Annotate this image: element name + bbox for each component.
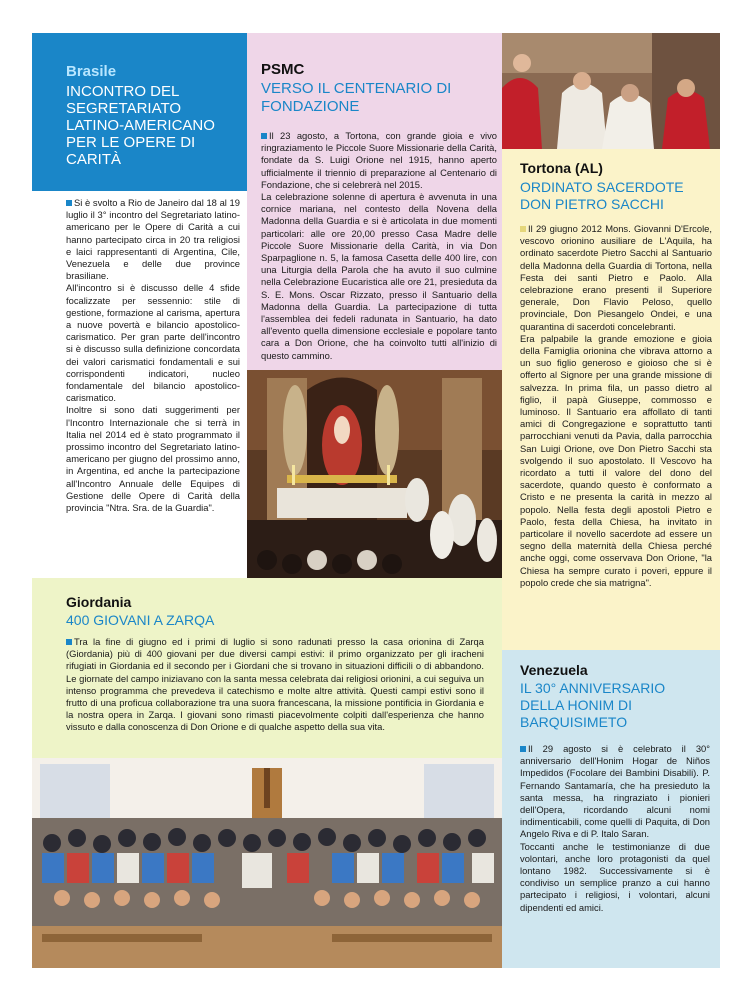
bullet-square-icon — [520, 746, 526, 752]
paragraph: Il 29 agosto si è celebrato il 30° anniversario dell'Honim Hogar de Niños Impedidos (Focolare dei Bambini Disabili). P. Fernando Santamaría, che ha presieduto la santa messa, ha ringraziato i pionieri dell'Opera, ricordando alcuni nomi indimenticabili, come quelli di Paquita, di Don Angelo Riva e di P. Italo Saran. — [520, 743, 710, 840]
paragraph: Tra la fine di giugno ed i primi di luglio si sono radunati presso la casa orionina di Zarqa (Giordania) più di 400 giovani per due diversi campi estivi: il primo organizzato per gli iracheni rifugiati in Giordania ed il secondo per i Giordani che si trovano in situazioni difficili o di abbandono. Le giornate del campo iniziavano con la santa messa celebrata dai religiosi orionini, a cui seguiva un intenso programma che prevedeva il catechismo e molte altre attività. Questi campi estivi sono il frutto di una proficua collaborazione tra una suora francescana, la missione pontificia in Giordania e la nostra opera in Zarqa. I giovani sono rimasti piacevolmente colpiti dall'esperienza che hanno vissuto e dalla conoscenza di Don Orione e di qualche aspetto della sua vita. — [66, 636, 484, 733]
article-body — [66, 197, 240, 514]
article-body — [66, 636, 484, 734]
article-venezuela — [502, 650, 720, 968]
bullet-square-icon — [261, 133, 267, 139]
paragraph: Toccanti anche le testimonianze di due volontari, anche loro protagonisti da quel lontano 1982. Successivamente si è condiviso un semplice pranzo a cui hanno partecipato i religiosi, i volontari, alcuni dipendenti ed amici. — [520, 840, 710, 913]
article-title: VERSO IL CENTENARIO DI FONDAZIONE — [261, 80, 452, 115]
article-kicker: Brasile — [66, 63, 117, 80]
bullet-square-icon — [66, 639, 72, 645]
paragraph: Il 29 giugno 2012 Mons. Giovanni D'Ercole, vescovo orionino ausiliare de L'Aquila, ha ordinato sacerdote Pietro Sacchi al Santuario della Madonna della Guardia di Tortona, nella Festa dei santi Pietro e Paolo. Alla celebrazione erano presenti il Superiore generale, Don Flavio Peloso, quello provinciale, Don Piesangelo Ondei, e una quarantina di sacerdoti concelebranti. — [520, 223, 712, 332]
article-title: IL 30° ANNIVERSARIO DELLA HONIM DI BARQUISIMETO — [520, 680, 666, 730]
article-body — [261, 130, 497, 362]
article-kicker: Giordania — [66, 594, 132, 610]
ordination-photo — [502, 33, 720, 149]
article-title: 400 GIOVANI A ZARQA — [66, 612, 215, 628]
bullet-square-icon — [66, 200, 72, 206]
article-tortona — [502, 33, 720, 650]
paragraph: Il 23 agosto, a Tortona, con grande gioia e vivo ringraziamento le Piccole Suore Missionarie della Carità, fondate da S. Luigi Orione nel 1915, hanno aperto ufficialmente il triennio di preparazione al Centenario di Fondazione, che si celebrerà nel 2015. — [261, 130, 497, 190]
paragraph: La celebrazione solenne di apertura è avvenuta in una cornice mariana, nel contesto della Novena della Madonna della Guardia e si è articolata in due momenti particolari: alle ore 20,00 presso Casa Madre delle Piccole Suore Missionarie della Carità, in via Don Sparpaglione n. 5, la famosa Casetta delle 400 lire, con una Liturgia della Parola che ha avuto il suo culmine nella Celebrazione Eucaristica alle ore 21, presieduta da S. E. Mons. Oscar Rizzato, presso il Santuario della Madonna della Guardia. La partecipazione di tutta l'assemblea dei fedeli radunata in Santuario, ha dato all'evento quella dimensione ecclesiale e popolare tanto cara a Don Orione, che ha coinvolto tutti all'inizio di questo cammino. — [261, 191, 497, 361]
bullet-square-icon — [520, 226, 526, 232]
paragraph: Inoltre si sono dati suggerimenti per l'Incontro Internazionale che si terrà in Italia nel 2014 ed è stato programmato il prossimo incontro del Segretariato latino-americano per giugno del prossimo anno, in Argentina, ed anche la partecipazione all'Incontro Annuale delle Equipes di Gestione delle Opere di Carità della provincia "Ntra. Sra. de la Guardia". — [66, 404, 240, 514]
article-title: ORDINATO SACERDOTE DON PIETRO SACCHI — [520, 179, 684, 212]
article-kicker: Tortona (AL) — [520, 160, 603, 176]
article-brasile-header — [32, 33, 247, 191]
paragraph: Si è svolto a Rio de Janeiro dal 18 al 19 luglio il 3° incontro del Segretariato latino-americano per le Opere di Carità a cui hanno partecipato circa in 20 tra religiosi e laici rappresentanti di Argentina, Cile, Venezuela e delle due province brasiliane. — [66, 197, 240, 282]
article-giordania — [32, 578, 502, 758]
paragraph: All'incontro si è discusso delle 4 sfide focalizzate per sessennio: stile di gestione, formazione al carisma, apertura a nuove povertà e bilancio apostolico-carismatico. Per gran parte dell'incontro si è discusso sulla definizione concordata dei valori carismatici fondamentali e sui corrispondenti indicatori, nucleo fondamentale del bilancio apostolico-carismatico. — [66, 282, 240, 404]
article-psmc — [247, 33, 502, 578]
article-kicker: Venezuela — [520, 662, 588, 678]
article-body — [520, 223, 712, 589]
church-altar-photo — [247, 370, 502, 578]
article-title: INCONTRO DEL SEGRETARIATO LATINO-AMERICANO PER LE OPERE DI CARITÀ — [66, 83, 215, 168]
article-body — [520, 743, 710, 914]
article-kicker: PSMC — [261, 61, 305, 78]
group-photo-zarqa — [32, 758, 502, 968]
paragraph: Era palpabile la grande emozione e gioia della Famiglia orionina che vibrava attorno a un suo figlio generoso e gioioso che si è offerto al Signore per una grande missione di salvezza. In prima fila, un passo dietro al figlio, il papà Giuseppe, commosso e luminoso. Il Santuario era affollato di tanti amici di Congregazione e soprattutto tanti parrocchiani venuti da Pavia, dalla parrocchia San Luigi Orione, ove Don Pietro Sacchi sta svolgendo il suo apostolato. Il Vescovo ha ricordato a tutti il valore del dono del sacerdote, quando questo è conformato a Cristo e ne presenta la carità in mezzo al popolo. Nella festa degli apostoli Pietro e Paolo, festa della Chiesa, ha invitato in particolare il novello sacerdote ad essere un segno della maternità della Chiesa perché anche oggi, come osservava Don Orione, "la Chiesa ha sempre curato i poveri, eppure il popolo crede che sia matrigna". — [520, 332, 712, 588]
article-brasile — [32, 33, 247, 578]
